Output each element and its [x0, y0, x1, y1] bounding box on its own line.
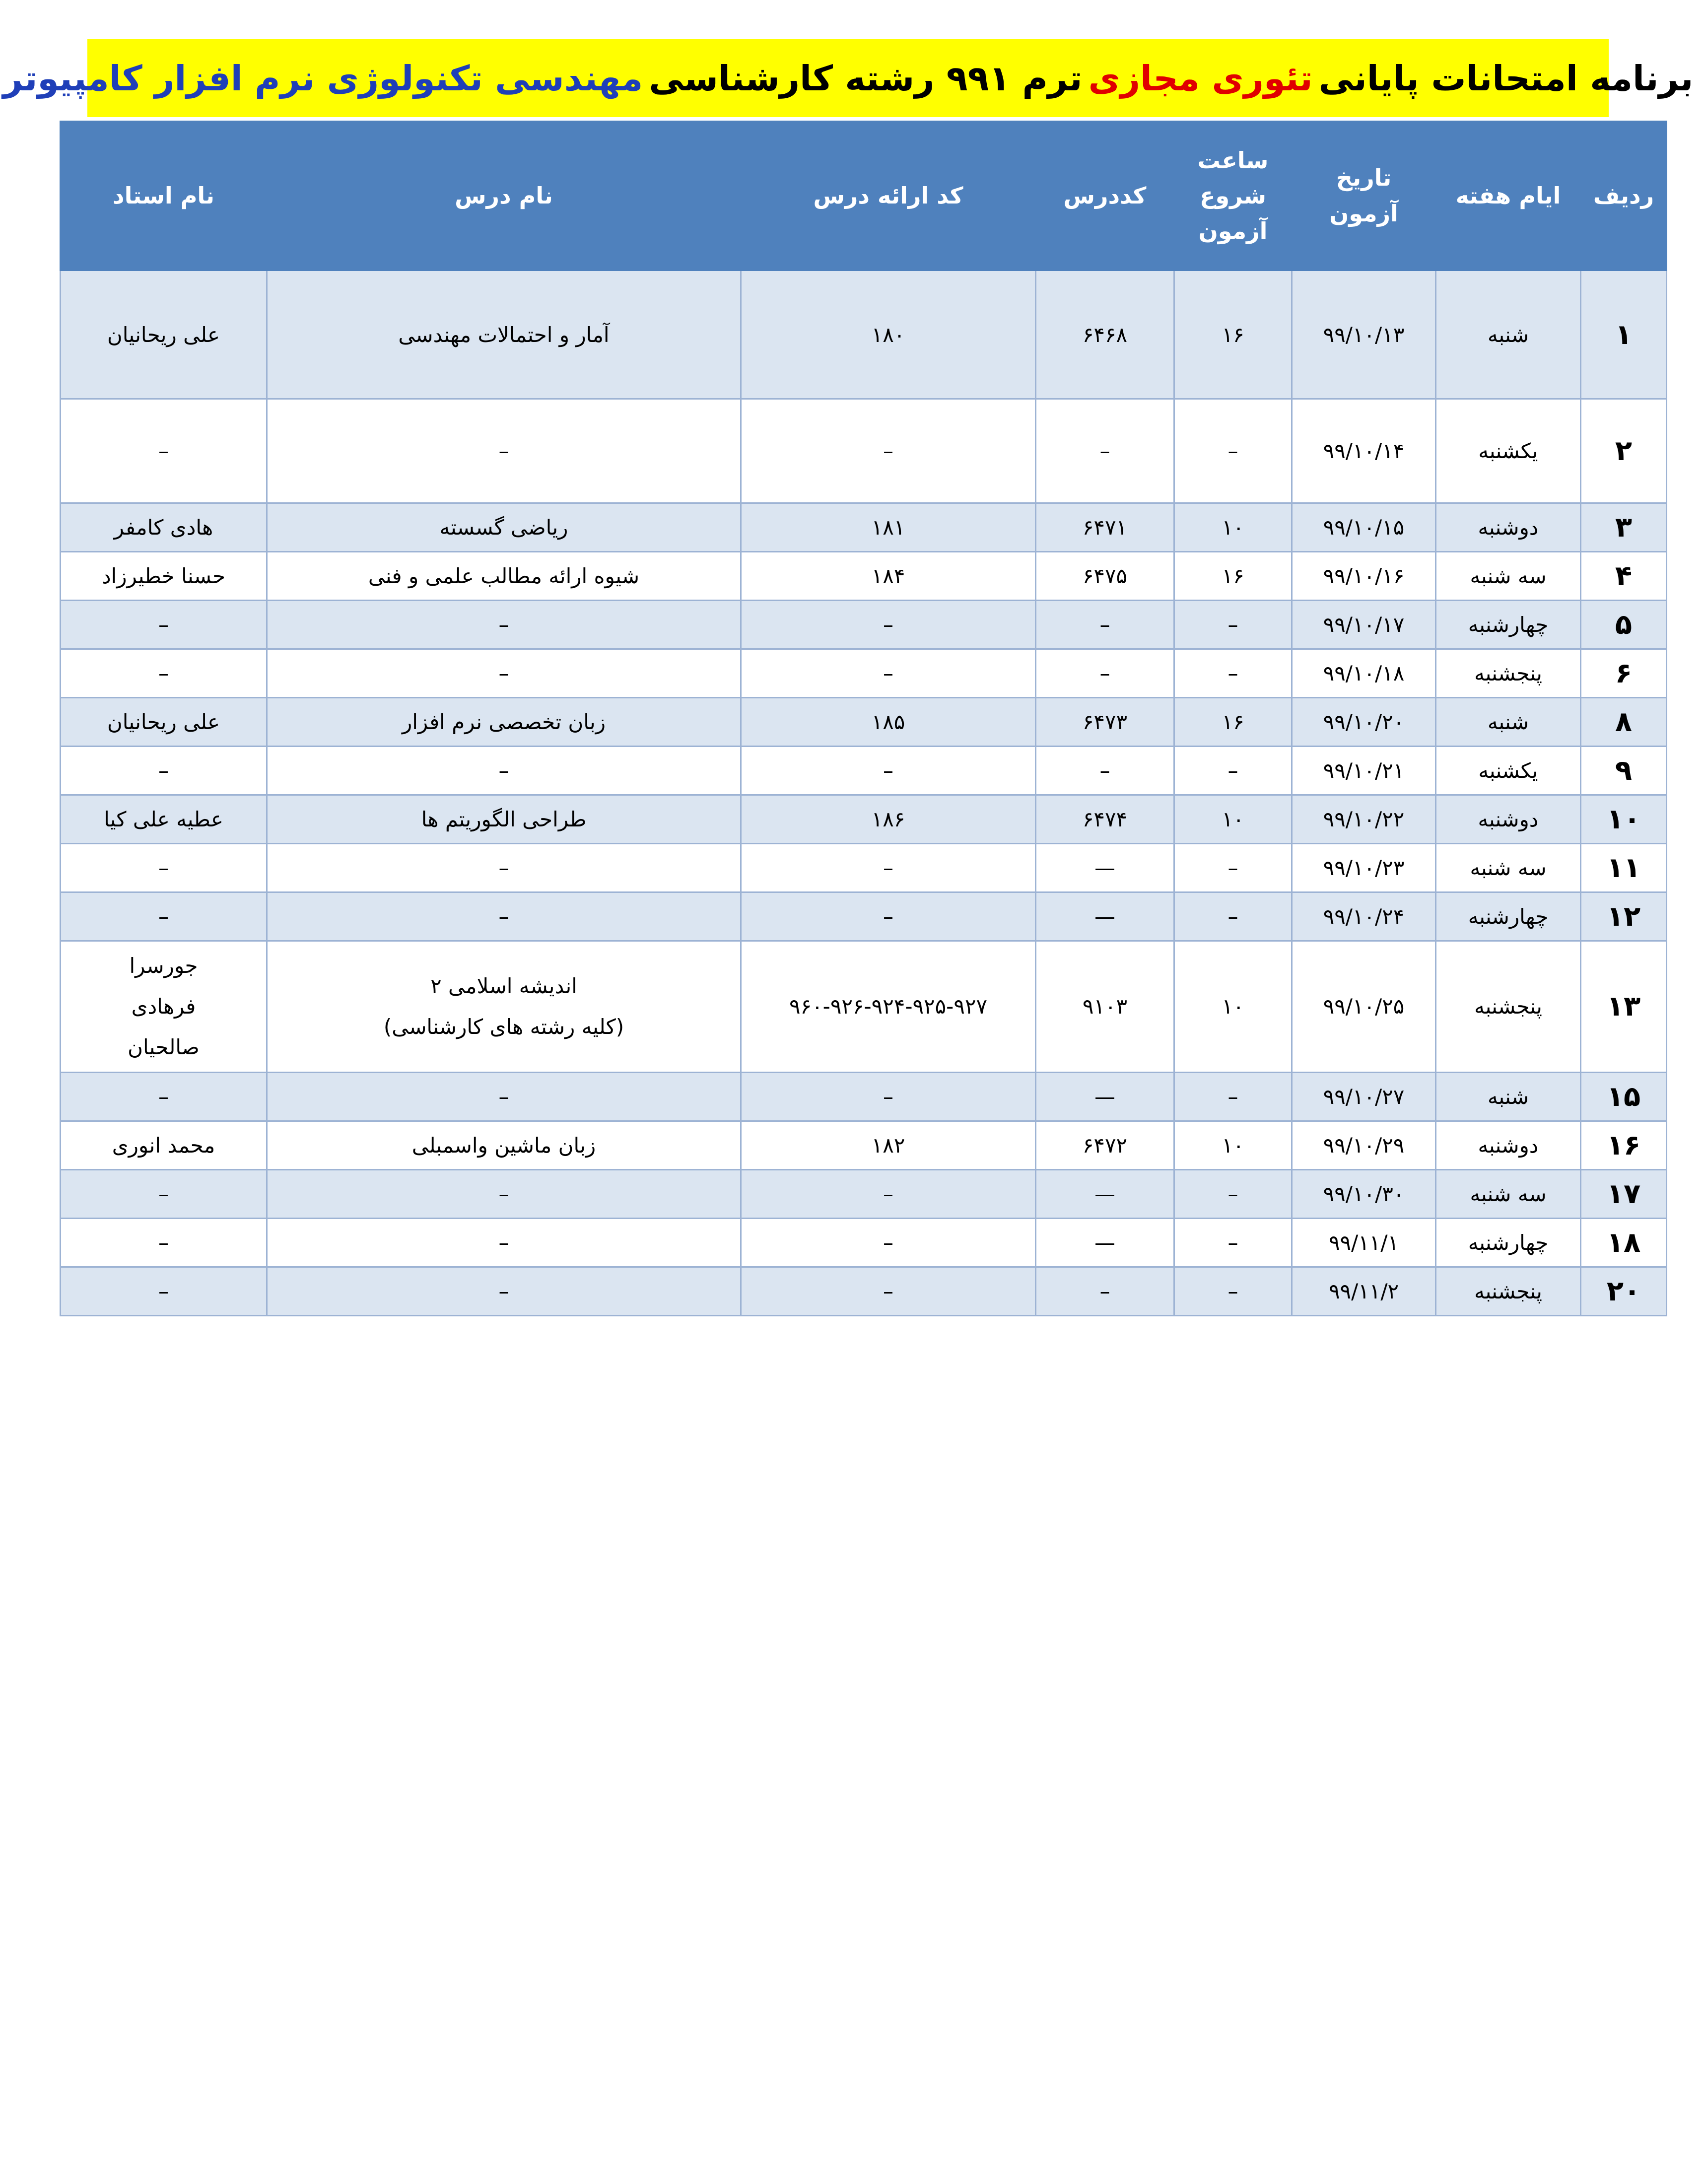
time-cell: –: [1174, 1170, 1292, 1219]
offer-code-cell: [741, 941, 1036, 1073]
day-cell: چهارشنبه: [1436, 1219, 1581, 1267]
time-cell: –: [1174, 399, 1292, 503]
offer-code-cell: –: [741, 747, 1036, 795]
date-cell: ۹۹/۱۰/۲۱: [1292, 747, 1436, 795]
course-name-cell: طراحی الگوریتم ها: [267, 795, 741, 844]
course-code-cell: –: [1036, 601, 1174, 649]
table-row: [61, 941, 1667, 1073]
offer-code-cell: –: [741, 1170, 1036, 1219]
course-name-cell: –: [267, 844, 741, 892]
instructor-cell: –: [61, 892, 267, 941]
day-cell: شنبه: [1436, 698, 1581, 747]
header-exam-date-line2: آزمون: [1329, 200, 1398, 227]
row-number: ۲: [1581, 399, 1667, 503]
day-cell: دوشنبه: [1436, 1121, 1581, 1170]
course-code-cell: —: [1036, 1170, 1174, 1219]
instructor-cell: –: [61, 1073, 267, 1121]
table-row: [61, 795, 1667, 844]
date-cell: ۹۹/۱۰/۱۸: [1292, 649, 1436, 698]
title-part-4: مهندسی تکنولوژی نرم افزار کامپیوتر: [2, 58, 643, 99]
day-cell: سه شنبه: [1436, 1170, 1581, 1219]
header-row-number: ردیف: [1581, 122, 1667, 271]
instructor-cell: حسنا خطیرزاد: [61, 552, 267, 601]
day-cell: یکشنبه: [1436, 747, 1581, 795]
date-cell: ۹۹/۱۰/۲۵: [1292, 941, 1436, 1073]
instructor-cell: علی ریحانیان: [61, 698, 267, 747]
row-number: ۹: [1581, 747, 1667, 795]
header-course-name: نام درس: [267, 122, 741, 271]
time-cell: ۱۶: [1174, 698, 1292, 747]
course-code-cell: ۶۴۷۲: [1036, 1121, 1174, 1170]
offer-code-cell: ۱۸۴: [741, 552, 1036, 601]
time-cell: –: [1174, 892, 1292, 941]
table-row: [61, 844, 1667, 892]
table-row: [61, 1121, 1667, 1170]
header-course-code: کددرس: [1036, 122, 1174, 271]
time-cell: –: [1174, 601, 1292, 649]
day-cell: دوشنبه: [1436, 795, 1581, 844]
course-code-cell: ۹۱۰۳: [1036, 941, 1174, 1073]
course-code-cell: —: [1036, 844, 1174, 892]
row-number: ۱۵: [1581, 1073, 1667, 1121]
course-code-cell: ۶۴۷۵: [1036, 552, 1174, 601]
time-cell: –: [1174, 1267, 1292, 1316]
course-code-cell: —: [1036, 892, 1174, 941]
course-name-cell: زبان تخصصی نرم افزار: [267, 698, 741, 747]
row-number: ۸: [1581, 698, 1667, 747]
course-name-cell: شیوه ارائه مطالب علمی و فنی: [267, 552, 741, 601]
course-name-cell: آمار و احتمالات مهندسی: [267, 271, 741, 399]
offer-code-cell: –: [741, 1219, 1036, 1267]
row-number: ۱۱: [1581, 844, 1667, 892]
day-cell: پنجشنبه: [1436, 649, 1581, 698]
instructor-cell: –: [61, 601, 267, 649]
instructor-cell: عطیه علی کیا: [61, 795, 267, 844]
title-part-2: تئوری مجازی: [1088, 58, 1313, 99]
day-cell: سه شنبه: [1436, 844, 1581, 892]
header-start-time-line1: ساعت: [1197, 146, 1269, 174]
offer-code-cell: –: [741, 1073, 1036, 1121]
course-code-cell: ۶۴۶۸: [1036, 271, 1174, 399]
course-code-cell: –: [1036, 399, 1174, 503]
day-cell: دوشنبه: [1436, 503, 1581, 552]
row-number: ۱۸: [1581, 1219, 1667, 1267]
course-name-cell: –: [267, 747, 741, 795]
table-row: [61, 747, 1667, 795]
instructor-cell: –: [61, 649, 267, 698]
offer-code-cell: –: [741, 601, 1036, 649]
offer-code-cell: –: [741, 1267, 1036, 1316]
date-cell: ۹۹/۱۰/۱۳: [1292, 271, 1436, 399]
date-cell: ۹۹/۱۰/۳۰: [1292, 1170, 1436, 1219]
table-row: [61, 399, 1667, 503]
table-row: [61, 271, 1667, 399]
day-cell: پنجشنبه: [1436, 941, 1581, 1073]
date-cell: ۹۹/۱۱/۲: [1292, 1267, 1436, 1316]
table-header-row: [61, 122, 1667, 271]
time-cell: –: [1174, 649, 1292, 698]
row-number: ۵: [1581, 601, 1667, 649]
time-cell: –: [1174, 1073, 1292, 1121]
instructor-cell: –: [61, 1219, 267, 1267]
day-cell: چهارشنبه: [1436, 892, 1581, 941]
date-cell: ۹۹/۱۰/۲۳: [1292, 844, 1436, 892]
course-code-cell: —: [1036, 1219, 1174, 1267]
instructor-name-2: فرهادی: [131, 994, 196, 1019]
table-row: [61, 1267, 1667, 1316]
course-name-cell: –: [267, 649, 741, 698]
row-number: ۳: [1581, 503, 1667, 552]
date-cell: ۹۹/۱۰/۲۰: [1292, 698, 1436, 747]
time-cell: ۱۶: [1174, 552, 1292, 601]
table-row: [61, 601, 1667, 649]
row-number: ۲۰: [1581, 1267, 1667, 1316]
course-name-cell: –: [267, 1073, 741, 1121]
course-name-cell: –: [267, 601, 741, 649]
header-instructor: نام استاد: [61, 122, 267, 271]
date-cell: ۹۹/۱۰/۱۵: [1292, 503, 1436, 552]
course-code-cell: ۶۴۷۳: [1036, 698, 1174, 747]
table-row: [61, 1219, 1667, 1267]
instructor-cell: –: [61, 399, 267, 503]
day-cell: یکشنبه: [1436, 399, 1581, 503]
date-cell: ۹۹/۱۰/۲۷: [1292, 1073, 1436, 1121]
header-start-time-line3: آزمون: [1198, 217, 1268, 245]
row-number: ۱۲: [1581, 892, 1667, 941]
course-name-cell: –: [267, 1267, 741, 1316]
table-row: [61, 1073, 1667, 1121]
row-number: ۶: [1581, 649, 1667, 698]
exam-schedule-table: [60, 121, 1667, 1316]
offer-code-cell: ۱۸۲: [741, 1121, 1036, 1170]
offer-code-cell: ۱۸۰: [741, 271, 1036, 399]
offer-code-cell: –: [741, 844, 1036, 892]
header-exam-date: [1292, 122, 1436, 271]
instructor-name-3: صالحیان: [128, 1034, 200, 1059]
day-cell: شنبه: [1436, 1073, 1581, 1121]
date-cell: ۹۹/۱۰/۱۴: [1292, 399, 1436, 503]
date-cell: ۹۹/۱۰/۲۲: [1292, 795, 1436, 844]
day-cell: شنبه: [1436, 271, 1581, 399]
instructor-cell: علی ریحانیان: [61, 271, 267, 399]
course-name-cell: [267, 941, 741, 1073]
course-name-cell: –: [267, 1219, 741, 1267]
time-cell: ۱۰: [1174, 941, 1292, 1073]
time-cell: ۱۰: [1174, 503, 1292, 552]
day-cell: چهارشنبه: [1436, 601, 1581, 649]
offer-code-cell: ۱۸۵: [741, 698, 1036, 747]
row-number: ۱: [1581, 271, 1667, 399]
offer-code-cell: –: [741, 892, 1036, 941]
table-row: [61, 892, 1667, 941]
course-name-cell: ریاضی گسسته: [267, 503, 741, 552]
time-cell: –: [1174, 844, 1292, 892]
instructor-cell: –: [61, 1170, 267, 1219]
table-row: [61, 503, 1667, 552]
time-cell: ۱۰: [1174, 795, 1292, 844]
title-part-1: برنامه امتحانات پایانی: [1318, 58, 1694, 99]
header-exam-date-line1: تاریخ: [1336, 164, 1392, 192]
row-number: ۱۶: [1581, 1121, 1667, 1170]
course-code-cell: ۶۴۷۴: [1036, 795, 1174, 844]
header-offer-code: کد ارائه درس: [741, 122, 1036, 271]
table-row: [61, 1170, 1667, 1219]
header-day: ایام هفته: [1436, 122, 1581, 271]
course-code-cell: –: [1036, 747, 1174, 795]
table-row: [61, 649, 1667, 698]
time-cell: –: [1174, 1219, 1292, 1267]
offer-code-cell: –: [741, 399, 1036, 503]
course-code-cell: ۶۴۷۱: [1036, 503, 1174, 552]
course-code-cell: –: [1036, 1267, 1174, 1316]
date-cell: ۹۹/۱۰/۲۹: [1292, 1121, 1436, 1170]
course-code-cell: —: [1036, 1073, 1174, 1121]
day-cell: سه شنبه: [1436, 552, 1581, 601]
instructor-cell: هادی کامفر: [61, 503, 267, 552]
header-start-time: [1174, 122, 1292, 271]
instructor-cell: [61, 941, 267, 1073]
course-name: اندیشه اسلامی ۲: [430, 974, 577, 999]
instructor-cell: –: [61, 844, 267, 892]
time-cell: ۱۰: [1174, 1121, 1292, 1170]
table-row: [61, 552, 1667, 601]
day-cell: پنجشنبه: [1436, 1267, 1581, 1316]
row-number: ۱۷: [1581, 1170, 1667, 1219]
instructor-cell: –: [61, 747, 267, 795]
course-name-cell: –: [267, 892, 741, 941]
date-cell: ۹۹/۱۰/۱۶: [1292, 552, 1436, 601]
date-cell: ۹۹/۱۰/۲۴: [1292, 892, 1436, 941]
time-cell: –: [1174, 747, 1292, 795]
time-cell: ۱۶: [1174, 271, 1292, 399]
date-cell: ۹۹/۱۰/۱۷: [1292, 601, 1436, 649]
course-name-cell: –: [267, 1170, 741, 1219]
course-name-cell: –: [267, 399, 741, 503]
course-name-cell: زبان ماشین واسمبلی: [267, 1121, 741, 1170]
course-code-cell: –: [1036, 649, 1174, 698]
row-number: ۴: [1581, 552, 1667, 601]
instructor-cell: –: [61, 1267, 267, 1316]
instructor-cell: محمد انوری: [61, 1121, 267, 1170]
header-start-time-line2: شروع: [1200, 182, 1266, 209]
instructor-name-1: جورسرا: [129, 954, 198, 978]
offer-code-list: ۹۶۰-۹۲۶-۹۲۴-۹۲۵-۹۲۷: [789, 994, 987, 1019]
offer-code-cell: –: [741, 649, 1036, 698]
row-number: ۱۰: [1581, 795, 1667, 844]
date-cell: ۹۹/۱۱/۱: [1292, 1219, 1436, 1267]
row-number: ۱۳: [1581, 941, 1667, 1073]
offer-code-cell: ۱۸۶: [741, 795, 1036, 844]
table-row: [61, 698, 1667, 747]
course-note: (کلیه رشته های کارشناسی): [383, 1015, 624, 1039]
offer-code-cell: ۱۸۱: [741, 503, 1036, 552]
page-title: [2, 39, 1694, 117]
title-part-3: ترم ۹۹۱ رشته کارشناسی: [649, 58, 1083, 99]
